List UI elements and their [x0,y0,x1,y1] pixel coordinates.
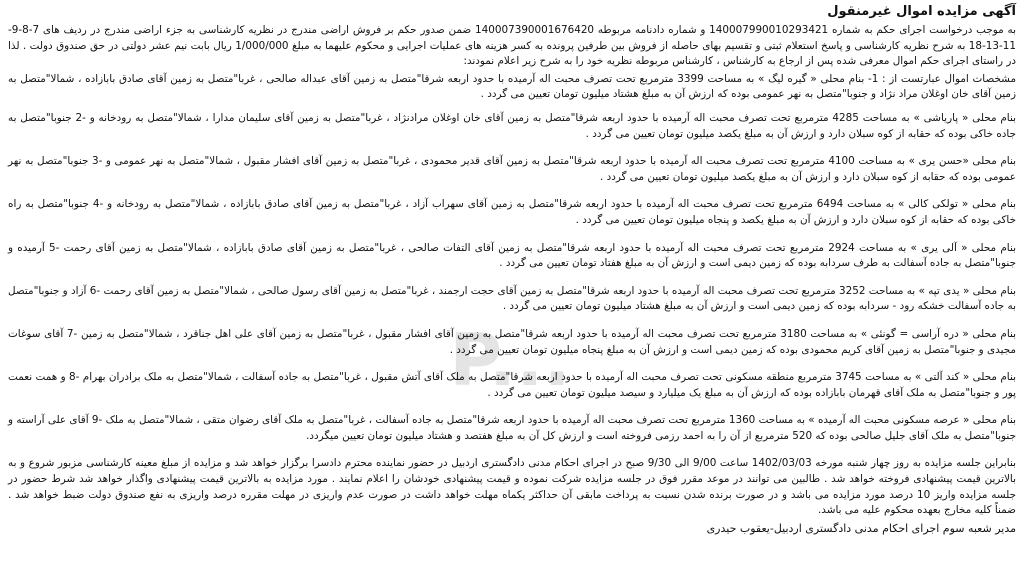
notice-title: آگهی مزایده اموال غیرمنقول [827,4,1016,19]
intro-paragraph: به موجب درخواست اجرای حکم به شماره 140007990010293421 و شماره دادنامه مربوطه 140007390001676420 ضمن صدور حکم بر فروش اراضی مندرج در نظریه کارشناسی به جزء اراضی مندرج در ردیف های 7-8-9-11-13-18 به شرح نظریه کارشناسی و پاسخ استعلام ثبتی و تقسیم بهای حاصله از فروش بین طرفین پرونده به کسر هزینه های عملیات اجرایی و محکوم علیهما به مبلغ 1/000/000 ریال بابت نیم عشر دولتی در حق صندوق دولت . لذا در راستای اجرای حکم اموال معرفی شده پس از ارجاع به کارشناس ، کارشناس مربوطه نظریه خود را به شرح زیر اعلام نمودند: [8,24,1016,68]
property-item: بنام محلی « عرصه مسکونی محبت اله آرمیده » به مساحت 1360 مترمربع تحت تصرف محبت اله آرمیده با حدود اربعه شرقا"متصل به جاده آسفالت ، غربا"متصل به ملک آقای رضوان متقی ، شمالا"متصل به ملک -9 آقای علی آراسته و جنوبا"متصل به ملک آقای جلیل صالحی بوده که 520 مترمربع از آن را به احمد رزمی فروخته است و ارزش کل آن به مبلغ هفتصد و هشتاد میلیون تومان تعیین میگردد. [8,414,1016,442]
watermark-text: P... [449,318,571,402]
signature-line: مدیر شعبه سوم اجرای احکام مدنی دادگستری اردبیل-یعقوب حیدری [706,521,1016,535]
specs-item-1: مشخصات اموال عبارتست از : 1- بنام محلی « گیره لیگ » به مساحت 3399 مترمربع تحت تصرف محبت اله آرمیده با حدود اربعه شرقا"متصل به زمین آقای عبداله صالحی ، غربا"متصل به زمین آقای صادق بابازاده ، شمالا"متصل به زمین آقای خان اوغلان مراد نژاد و جنوبا"متصل به نهر عمومی بوده که ارزش آن به مبلغ هشتاد میلیون تومان تعیین می گردد . [8,72,1017,101]
property-item: بنام محلی « کند آلتی » به مساحت 3745 مترمربع منطقه مسکونی تحت تصرف محبت اله آرمیده با حدود اربعه شرقا"متصل به ملک آقای آتش مقبول ، غربا"متصل به جاده آسفالت ، شمالا"متصل به ملک برادران بهرام -8 و همت نعمت پور و جنوبا"متصل به ملک آقای قهرمان بابازاده بوده که ارزش آن به مبلغ یک میلیارد و سیصد میلیون تومان تعیین می گردد . [8,371,1016,399]
property-item: بنام محلی « دره آراسی = گونئی » به مساحت 3180 مترمربع تحت تصرف محبت اله آرمیده با حدود اربعه شرقا"متصل به زمین آقای افشار مقبول ، غربا"متصل به زمین آقای علی اهل جناقرد ، شمالا"متصل به زمین -7 آقای سوغات مجیدی و جنوبا"متصل به زمین آقای کریم محمودی بوده که زمین دیمی است و ارزش آن به مبلغ پنجاه میلیون تومان تعیین می گردد . [8,327,1017,356]
property-item: بنام محلی « آلی یری » به مساحت 2924 مترمربع تحت تصرف محبت اله آرمیده با حدود اربعه شرقا"متصل به زمین آقای التفات صالحی ، غربا"متصل به زمین آقای صادق بابازاده ، شمالا"متصل به زمین آقای رحمت -5 آرمیده و جنوبا"متصل به جاده آسفالت به طرف سردابه بوده که زمین دیمی است و ارزش آن به مبلغ هفتاد تومان تعیین می گردد . [8,241,1016,270]
property-item: بنام محلی « پاریاشی » به مساحت 4285 مترمربع تحت تصرف محبت اله آرمیده با حدود اربعه شرقا"متصل به زمین آقای خان اوغلان مرادنژاد ، غربا"متصل به زمین آقای سلیمان مدارا ، شمالا"متصل به رودخانه و -2 جنوبا"متصل به جاده خاکی بوده که حقابه از کوه سبلان دارد و ارزش آن به مبلغ یکصد میلیون تومان تعیین می گردد . [8,111,1016,140]
property-item: بنام محلی «حسن یری » به مساحت 4100 مترمربع تحت تصرف محبت اله آرمیده با حدود اربعه شرقا"متصل به زمین آقای قدیر محمودی ، غربا"متصل به زمین آقای افشار مقبول ، شمالا"متصل به نهر عمومی و -3 جنوبا"متصل به نهر عمومی بوده که حقابه از کوه سبلان دارد و ارزش آن به مبلغ یکصد میلیون تومان تعیین می گردد . [8,155,1016,183]
property-item: بنام محلی « تولکی کالی » به مساحت 6494 مترمربع تحت تصرف محبت اله آرمیده با حدود اربعه شرقا"متصل به زمین آقای سهراب آزاد ، غربا"متصل به زمین آقای صادق بابازاده ، شمالا"متصل به رودخانه و -4 جنوبا"متصل به راه خاکی بوده که حقابه از کوه سبلان دارد و ارزش آن به مبلغ یکصد و پنجاه میلیون تومان تعیین می گردد . [8,198,1016,226]
property-item: بنام محلی « یدی تپه » به مساحت 3252 مترمربع تحت تصرف محبت اله آرمیده با حدود اربعه شرقا"متصل به زمین آقای حجت ارجمند ، غربا"متصل به زمین آقای رسول صالحی ، شمالا"متصل به زمین آقای رحمت -6 آزاد و جنوبا"متصل به جاده آسفالت خشکه رود - سردابه بوده که زمین دیمی است و ارزش آن به مبلغ هشتاد میلیون تومان تعیین می گردد . [8,284,1016,313]
closing-paragraph: بنابراین جلسه مزایده به روز چهار شنبه مورخه 1402/03/03 ساعت 9/00 الی 9/30 صبح در اجرای احکام مدنی دادگستری اردبیل در حضور نماینده محترم دادسرا برگزار خواهد شد و مزایده از مبلغ معینه کارشناسی مزبور شروع و به بالاترین قیمت پیشنهادی فروخته خواهد شد . طالبین می توانند در موعد مقرر فوق در جلسه مزایده شرکت نموده و قیمت پیشنهادی خودشان را اعلام نمایند . مورد مزایده به بالاترین قیمت پیشنهادی واگذار خواهد شد شرط حضور در جلسه مزایده واریز 10 درصد مورد مزایده می باشد و در صورت برنده شدن نسبت به پرداخت مابقی آن حداکثر یکماه مهلت خواهد داشت در صورت عدم واریزی در مهلت مقرره درصد واریزی به نفع صندوق دولت ضبط خواهد شد . ضمناً کلیه مخارج بعهده محکوم علیه می باشد. [8,457,1016,517]
